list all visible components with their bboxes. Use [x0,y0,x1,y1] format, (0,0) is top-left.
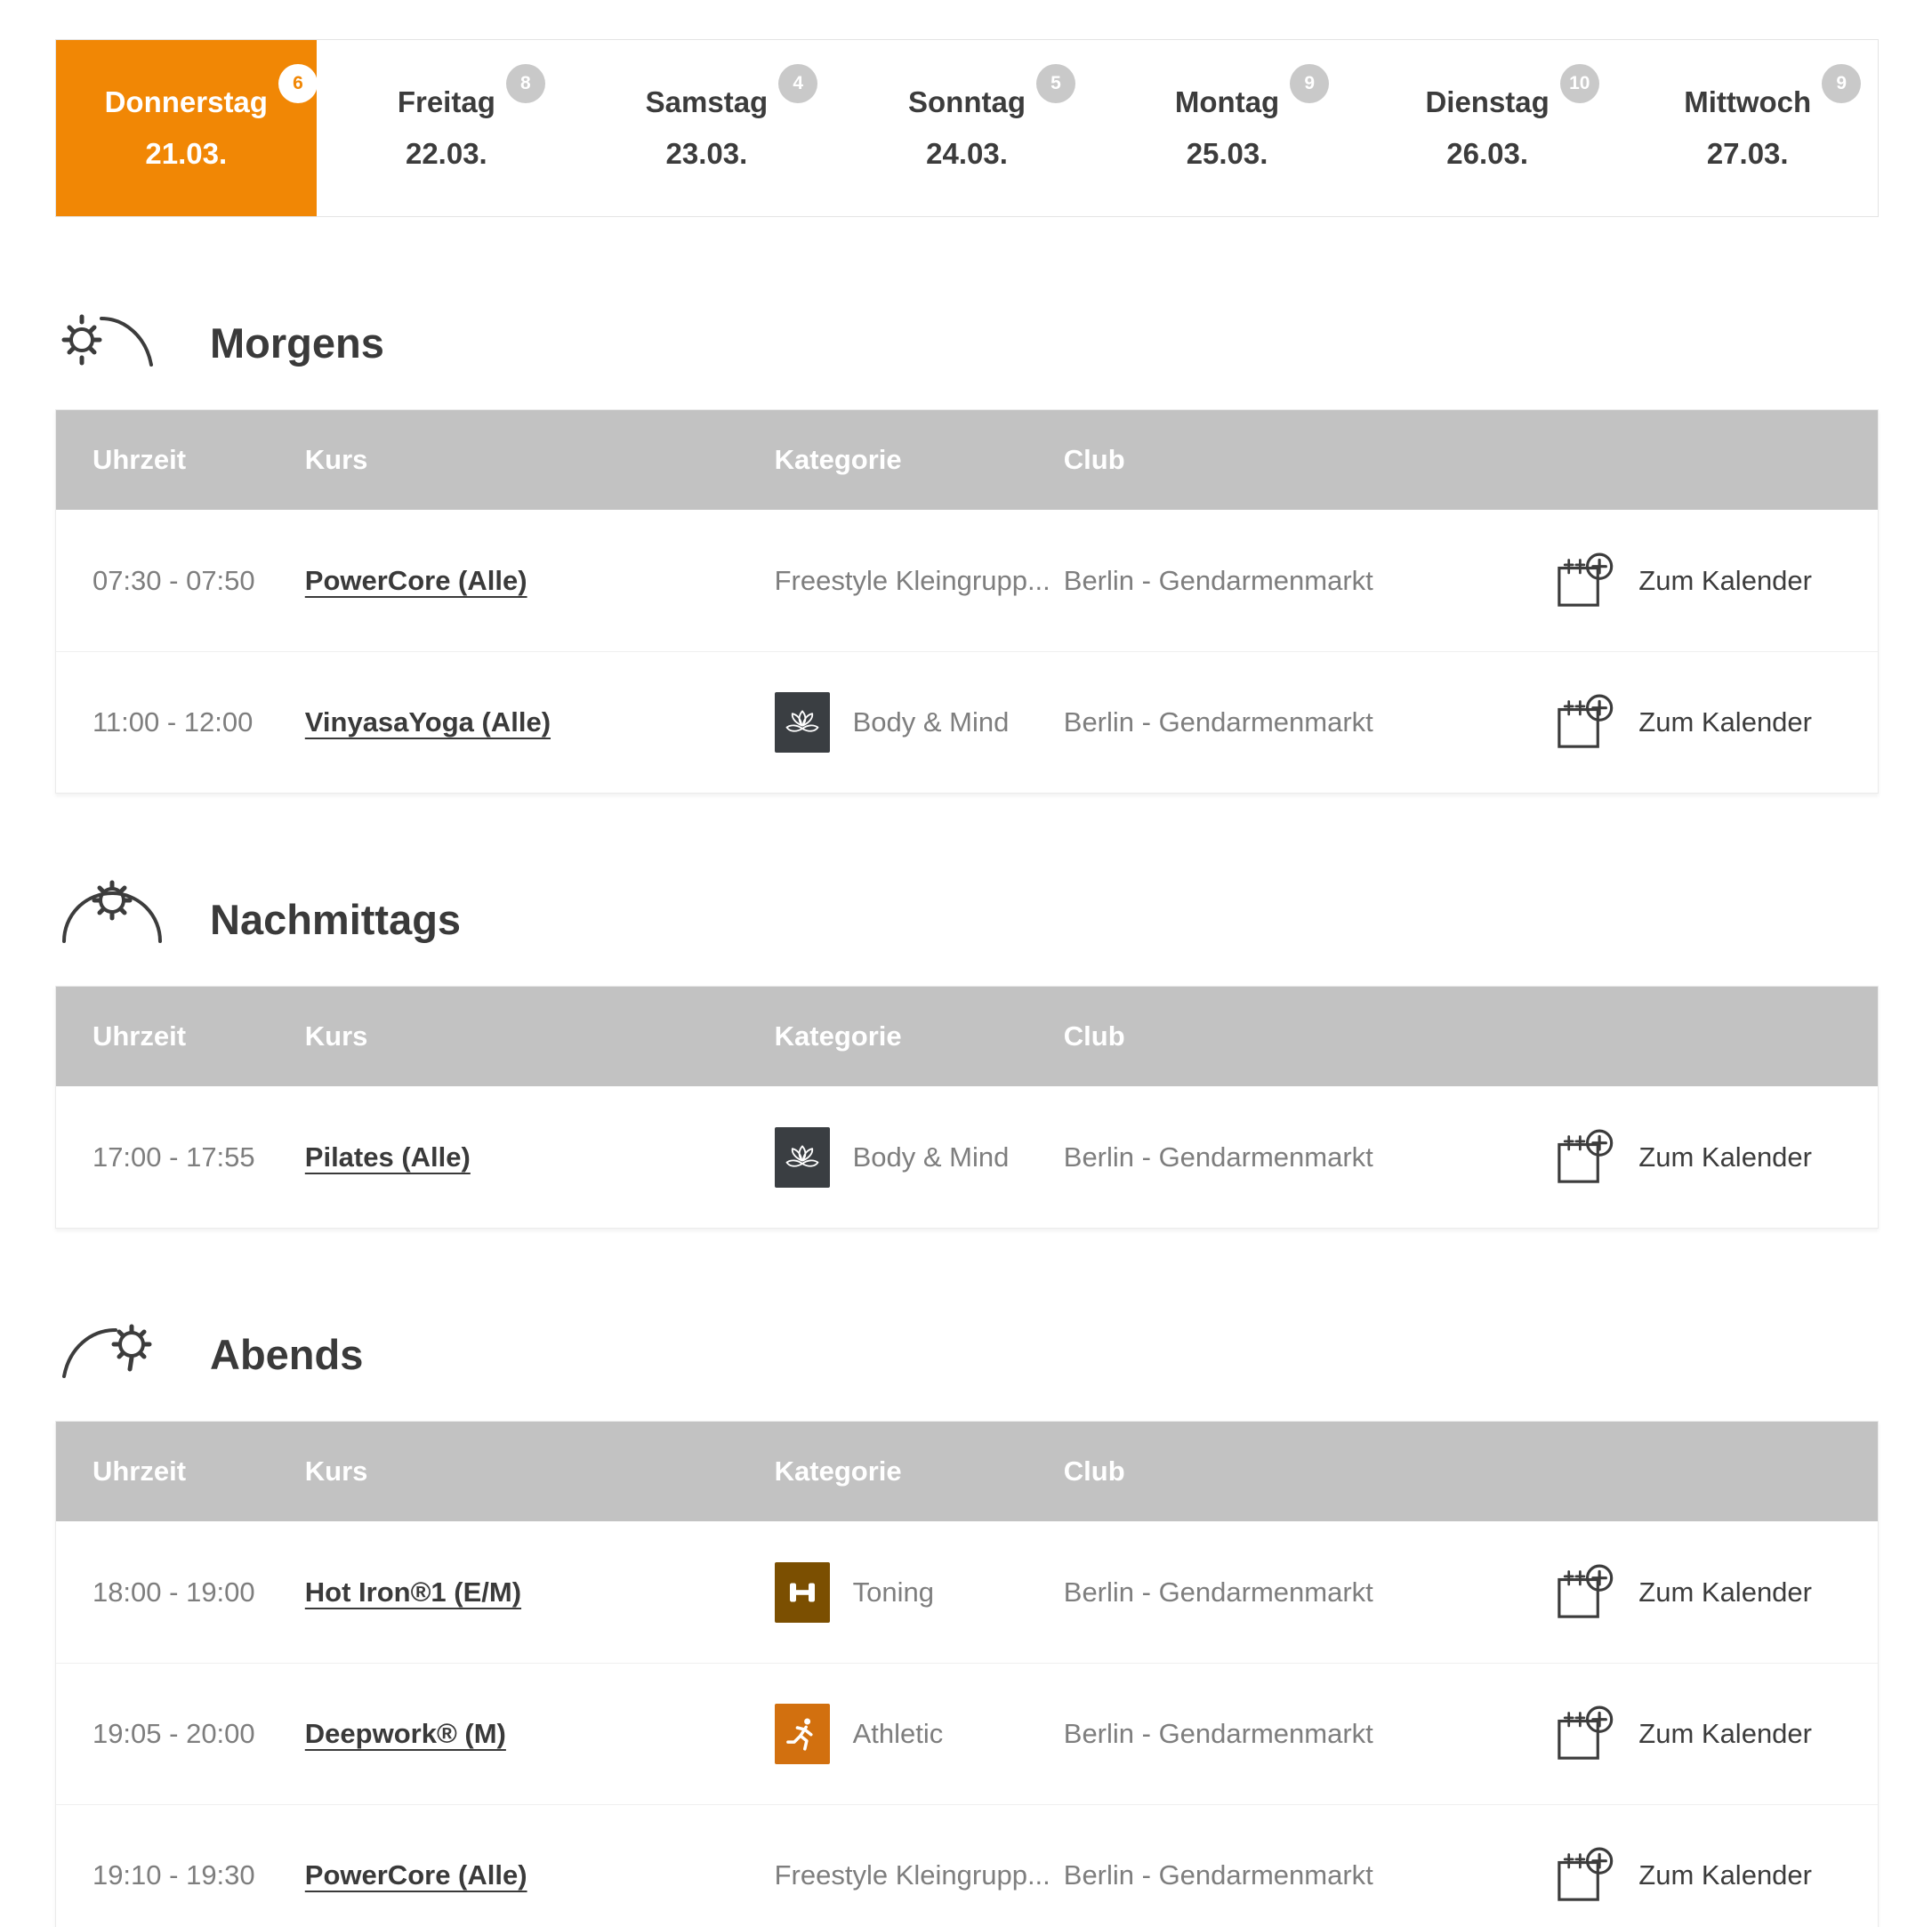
section-header [57,299,1879,368]
calendar-plus-icon [1550,1559,1617,1626]
sections-container [55,299,1879,1927]
calendar-plus-icon [1550,689,1617,756]
club-name: Berlin - Gendarmenmarkt [1063,706,1373,738]
sunrise-icon [57,299,171,368]
day-tab-date: 21.03. [145,137,228,170]
day-tab-date: 26.03. [1446,137,1528,170]
header-category: Kategorie [774,444,902,475]
club-name: Berlin - Gendarmenmarkt [1063,1718,1373,1749]
header-course: Kurs [304,1455,368,1487]
day-tab-samstag[interactable] [576,40,837,216]
add-to-calendar-button[interactable] [1550,689,1878,756]
header-time: Uhrzeit [92,444,187,475]
add-to-calendar-label: Zum Kalender [1638,1141,1812,1173]
day-tab-label [1425,73,1590,119]
day-tab-date: 27.03. [1706,137,1789,170]
day-tab-label [104,73,303,119]
day-tab-label [908,73,1061,119]
add-to-calendar-button[interactable] [1550,1559,1878,1626]
add-to-calendar-label: Zum Kalender [1638,1859,1812,1891]
calendar-plus-icon [1550,1700,1617,1768]
day-name: Samstag [645,85,769,118]
course-link[interactable]: Pilates (Alle) [304,1141,471,1173]
day-name: Montag [1174,85,1280,118]
course-count-badge: 6 [278,64,318,103]
schedule-table [55,986,1879,1229]
course-time: 07:30 - 07:50 [92,564,255,596]
course-category [775,565,1064,597]
section-header [57,1310,1879,1380]
add-to-calendar-button[interactable] [1550,547,1878,615]
course-count-badge: 9 [1290,64,1329,103]
table-body [56,1086,1878,1228]
schedule-section [55,299,1879,794]
course-link[interactable]: PowerCore (Alle) [304,1859,527,1891]
day-tab-date: 22.03. [405,137,487,170]
header-time: Uhrzeit [92,1020,187,1052]
course-time: 17:00 - 17:55 [92,1141,255,1173]
day-tab-bar [55,39,1879,217]
header-category: Kategorie [774,1455,902,1487]
calendar-plus-icon [1550,1124,1617,1191]
course-count-badge: 9 [1822,64,1861,103]
day-name: Sonntag [908,85,1026,118]
day-tab-label [645,73,804,119]
course-time: 11:00 - 12:00 [92,706,254,738]
club-name: Berlin - Gendarmenmarkt [1063,1141,1373,1173]
day-tab-donnerstag[interactable] [56,40,317,216]
day-tab-label [1174,73,1316,119]
table-row [56,510,1878,651]
course-time: 19:10 - 19:30 [92,1859,255,1891]
course-time: 18:00 - 19:00 [92,1576,255,1608]
midday-sun-icon [57,875,171,945]
runner-icon [775,1704,830,1764]
day-tab-freitag[interactable] [317,40,577,216]
schedule-section [55,875,1879,1229]
course-link[interactable]: Deepwork® (M) [304,1718,506,1749]
table-row [56,651,1878,793]
day-tab-dienstag[interactable] [1357,40,1618,216]
category-label: Body & Mind [852,706,1010,738]
add-to-calendar-button[interactable] [1550,1700,1878,1768]
day-tab-date: 25.03. [1186,137,1268,170]
add-to-calendar-button[interactable] [1550,1124,1878,1191]
lotus-icon [775,692,830,753]
category-label: Body & Mind [852,1141,1010,1173]
day-tab-sonntag[interactable] [837,40,1098,216]
table-row [56,1663,1878,1804]
day-name: Freitag [397,85,495,118]
course-link[interactable]: PowerCore (Alle) [304,564,527,596]
header-course: Kurs [304,444,368,475]
course-link[interactable]: VinyasaYoga (Alle) [304,706,551,738]
lotus-icon [775,1127,830,1188]
schedule-table [55,409,1879,794]
course-time: 19:05 - 20:00 [92,1718,255,1749]
day-name: Mittwoch [1684,85,1812,118]
section-title: Morgens [210,319,384,367]
table-row [56,1086,1878,1228]
club-name: Berlin - Gendarmenmarkt [1063,564,1373,596]
course-link[interactable]: Hot Iron®1 (E/M) [304,1576,522,1608]
schedule-table [55,1421,1879,1927]
category-label: Freestyle Kleingrupp... [774,564,1051,596]
table-header-row [56,410,1878,510]
course-category [775,1127,1064,1188]
schedule-section [55,1310,1879,1927]
add-to-calendar-label: Zum Kalender [1638,1576,1812,1608]
course-category [775,1704,1064,1764]
club-name: Berlin - Gendarmenmarkt [1063,1576,1373,1608]
header-club: Club [1063,1020,1125,1052]
sunset-icon [57,1310,171,1380]
day-name: Dienstag [1425,85,1550,118]
section-title: Nachmittags [210,896,462,944]
add-to-calendar-label: Zum Kalender [1638,1718,1812,1749]
section-header [57,875,1879,945]
day-tab-label [1684,73,1847,119]
course-category [775,1562,1064,1623]
add-to-calendar-label: Zum Kalender [1638,564,1812,596]
header-course: Kurs [304,1020,368,1052]
table-row [56,1804,1878,1927]
course-category [775,692,1064,753]
course-count-badge: 8 [506,64,545,103]
day-tab-date: 24.03. [926,137,1008,170]
course-category [775,1859,1064,1891]
section-title: Abends [210,1331,364,1379]
add-to-calendar-label: Zum Kalender [1638,706,1812,738]
table-header-row [56,1422,1878,1521]
calendar-plus-icon [1550,547,1617,615]
course-count-badge: 5 [1036,64,1075,103]
table-body [56,1521,1878,1927]
day-tab-montag[interactable] [1097,40,1357,216]
table-body [56,510,1878,793]
calendar-plus-icon [1550,1842,1617,1909]
club-name: Berlin - Gendarmenmarkt [1063,1859,1373,1891]
day-tab-mittwoch[interactable] [1617,40,1878,216]
header-category: Kategorie [774,1020,902,1052]
dumbbell-icon [775,1562,830,1623]
course-count-badge: 4 [778,64,817,103]
header-time: Uhrzeit [92,1455,187,1487]
table-header-row [56,987,1878,1086]
category-label: Toning [852,1576,934,1608]
day-tab-label [397,73,531,119]
header-club: Club [1063,444,1125,475]
day-tab-date: 23.03. [665,137,748,170]
category-label: Athletic [852,1718,944,1749]
header-club: Club [1063,1455,1125,1487]
add-to-calendar-button[interactable] [1550,1842,1878,1909]
day-name: Donnerstag [104,85,268,118]
category-label: Freestyle Kleingrupp... [774,1859,1051,1891]
table-row [56,1521,1878,1663]
course-count-badge: 10 [1560,64,1599,103]
